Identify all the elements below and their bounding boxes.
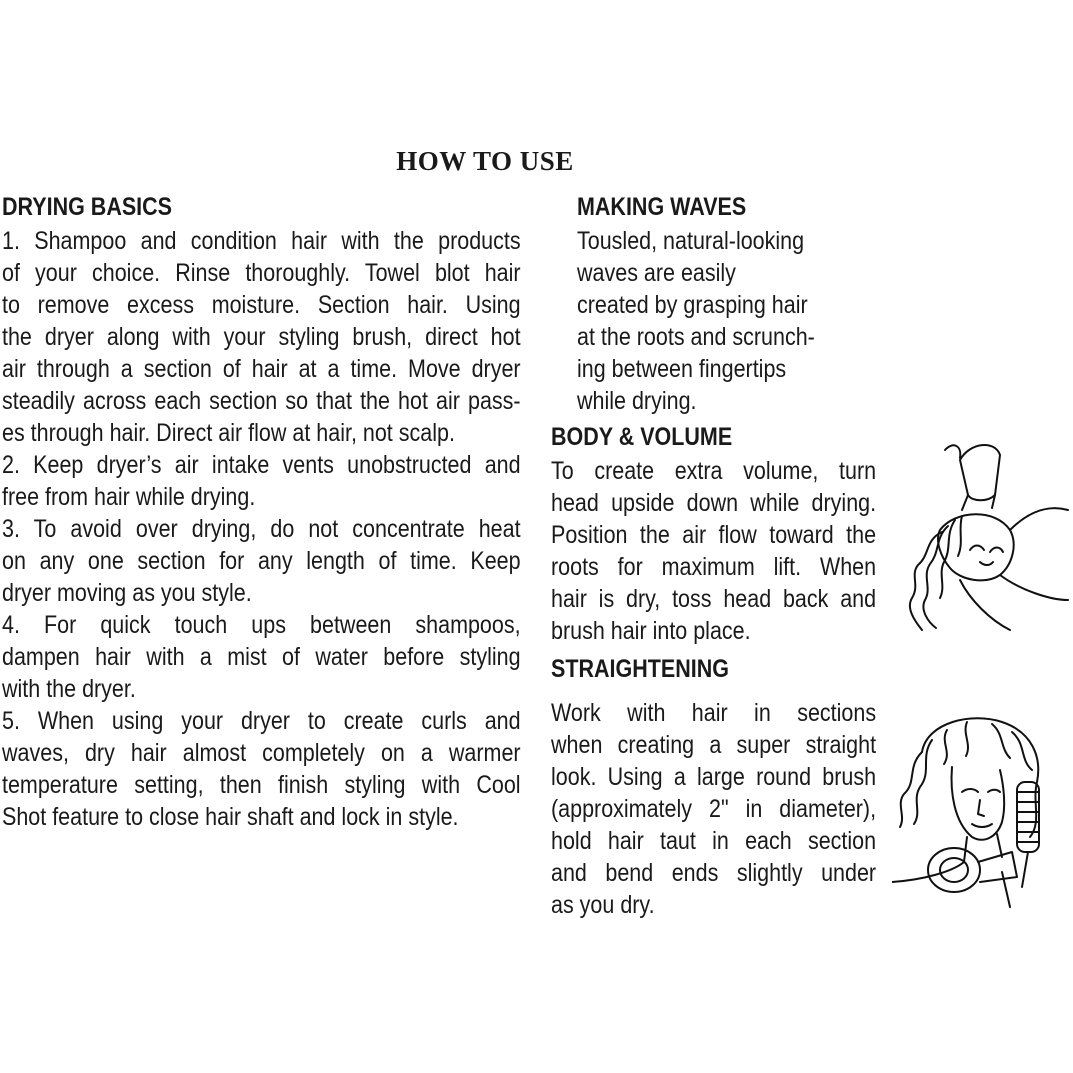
drying-basics-line: es through hair. Direct air flow at hair, not scalp. — [2, 419, 455, 447]
straightening-line: hold hair taut in each section — [551, 827, 877, 855]
drying-basics-line: the dryer along with your styling brush, direct hot — [2, 323, 521, 351]
making-waves-line: Tousled, natural-looking — [577, 227, 805, 255]
drying-basics-line: dryer moving as you style. — [2, 579, 252, 607]
drying-basics-line: to remove excess moisture. Section hair. Using — [2, 291, 521, 319]
straightening-line: (approximately 2" in diameter), — [551, 795, 877, 823]
making-waves-line: at the roots and scrunch- — [577, 323, 815, 351]
straightening-line: Work with hair in sections — [551, 699, 877, 727]
straightening-illustration — [892, 712, 1070, 912]
face-outline — [952, 767, 1005, 840]
drying-basics-line: of your choice. Rinse thoroughly. Towel blot hair — [2, 259, 521, 287]
head-outline — [938, 514, 1014, 580]
drying-basics-heading: DRYING BASICS — [2, 193, 173, 221]
body-volume-line: head upside down while drying. — [551, 489, 877, 517]
body-volume-text — [551, 455, 876, 647]
making-waves-text — [577, 225, 852, 417]
body-volume-line: brush hair into place. — [551, 617, 751, 645]
drying-basics-line: 3. To avoid over drying, do not concentrate heat — [2, 515, 521, 543]
drying-basics-line: 2. Keep dryer’s air intake vents unobstructed and — [2, 451, 521, 479]
drying-basics-text — [2, 225, 521, 833]
drying-basics-line: temperature setting, then finish styling with Cool — [2, 771, 521, 799]
straightening-line: look. Using a large round brush — [551, 763, 877, 791]
drying-basics-line: 4. For quick touch ups between shampoos, — [2, 611, 521, 639]
straightening-text — [551, 697, 876, 921]
drying-basics-line: free from hair while drying. — [2, 483, 256, 511]
upside-down-drying-illustration — [900, 440, 1070, 640]
making-waves-line: waves are easily — [577, 259, 736, 287]
drying-basics-line: on any one section for any length of time. Keep — [2, 547, 521, 575]
body-volume-line: To create extra volume, turn — [551, 457, 877, 485]
drying-basics-line: dampen hair with a mist of water before styling — [2, 643, 521, 671]
body-volume-heading: BODY & VOLUME — [551, 423, 733, 451]
hair-outline — [922, 718, 1038, 837]
drying-basics-line: 1. Shampoo and condition hair with the products — [2, 227, 521, 255]
drying-basics-line: 5. When using your dryer to create curls and — [2, 707, 521, 735]
page-title: HOW TO USE — [396, 146, 574, 176]
drying-basics-line: steadily across each section so that the hot air pass- — [2, 387, 521, 415]
body-volume-line: Position the air flow toward the — [551, 521, 877, 549]
dryer-body — [960, 445, 1000, 500]
body-volume-line: roots for maximum lift. When — [551, 553, 877, 581]
straightening-heading: STRAIGHTENING — [551, 655, 729, 683]
making-waves-line: ing between fingertips — [577, 355, 787, 383]
drying-basics-line: Shot feature to close hair shaft and lock in style. — [2, 803, 459, 831]
drying-basics-line: with the dryer. — [2, 675, 136, 703]
body-volume-line: hair is dry, toss head back and — [551, 585, 877, 613]
making-waves-line: while drying. — [577, 387, 697, 415]
straightening-line: and bend ends slightly under — [551, 859, 877, 887]
drying-basics-line: waves, dry hair almost completely on a warmer — [2, 739, 521, 767]
straightening-line: as you dry. — [551, 891, 655, 919]
making-waves-heading: MAKING WAVES — [577, 193, 747, 221]
straightening-line: when creating a super straight — [551, 731, 877, 759]
drying-basics-line: air through a section of hair at a time. Move dryer — [2, 355, 521, 383]
dryer-nozzle — [928, 848, 980, 892]
making-waves-line: created by grasping hair — [577, 291, 808, 319]
